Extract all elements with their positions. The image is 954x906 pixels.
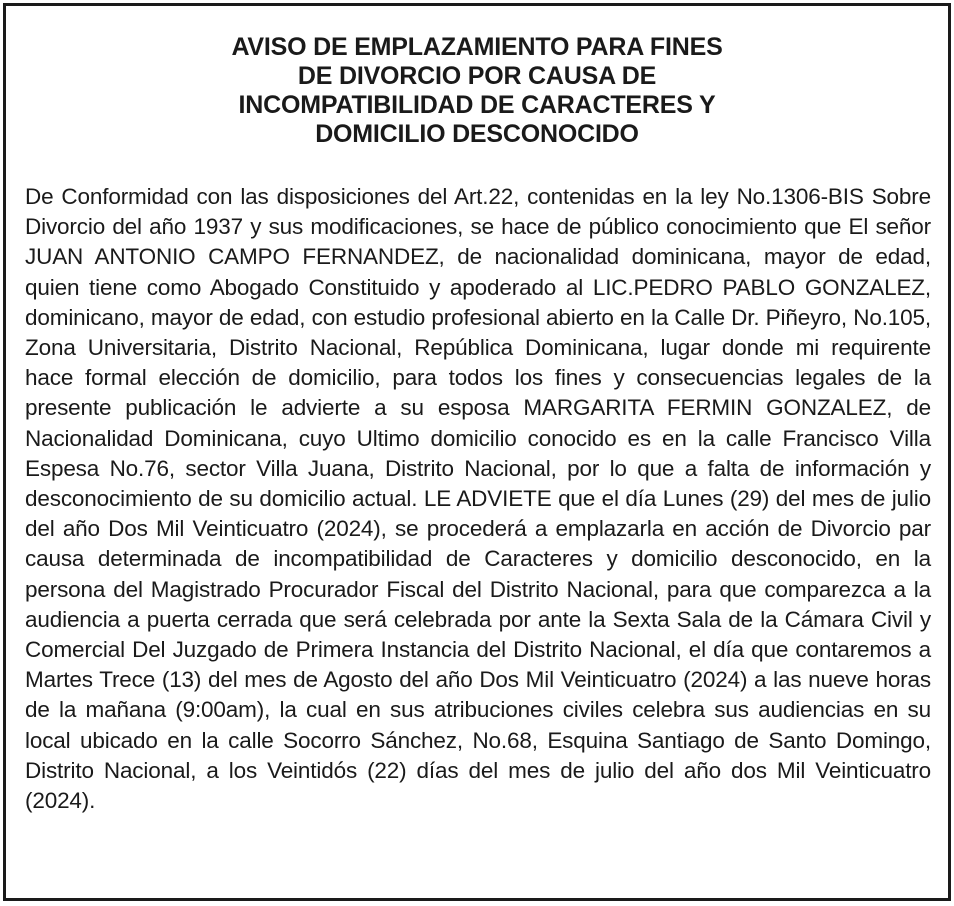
notice-body: De Conformidad con las disposiciones del Art.22, contenidas en la ley No.1306-BIS Sobre Divorcio del año 1937 y sus modificaciones, se hace de público conocimiento que El señor JUAN ANTONIO CAMPO FERNANDEZ, de nacionalidad dominicana, mayor de edad, quien tiene como Abogado Constituido y apoderado al LIC.PEDRO PABLO GONZALEZ, dominicano, mayor de edad, con estudio profesional abierto en la Calle Dr. Piñeyro, No.105, Zona Universitaria, Distrito Nacional, República Dominicana, lugar donde mi requirente hace formal elección de domicilio, para todos los fines y consecuencias legales de la presente publicación le advierte a su esposa MARGARITA FERMIN GONZALEZ, de Nacionalidad Dominicana, cuyo Ultimo domicilio conocido es en la calle Francisco Villa Espesa No.76, sector Villa Juana, Distrito Nacional, por lo que a falta de información y desconocimiento de su domicilio actual. LE ADVIETE que el día Lunes (29) del mes de julio del año Dos Mil Veinticuatro (2024), se procederá a emplazarla en acción de Divorcio par causa determinada de incompatibilidad de Caracteres y domicilio desconocido, en la persona del Magistrado Procurador Fiscal del Distrito Nacional, para que comparezca a la audiencia a puerta cerrada que será celebrada por ante la Sexta Sala de la Cámara Civil y Comercial Del Juzgado de Primera Instancia del Distrito Nacional, el día que contaremos a Martes Trece (13) del mes de Agosto del año Dos Mil Veinticuatro (2024) a las nueve horas de la mañana (9:00am), la cual en sus atribuciones civiles celebra sus audiencias en su local ubicado en la calle Socorro Sánchez, No.68, Esquina Santiago de Santo Domingo, Distrito Nacional, a los Veintidós (22) días del mes de julio del año dos Mil Veinticuatro (2024). bbox=[25, 184, 931, 814]
notice-title-line-4: DOMICILIO DESCONOCIDO bbox=[315, 120, 639, 148]
notice-title bbox=[6, 33, 948, 149]
notice-title-line-3: INCOMPATIBILIDAD DE CARACTERES Y bbox=[238, 91, 716, 119]
notice-title-line-1: AVISO DE EMPLAZAMIENTO PARA FINES bbox=[231, 33, 723, 61]
notice-frame bbox=[3, 3, 951, 901]
notice-title-line-2: DE DIVORCIO POR CAUSA DE bbox=[297, 62, 657, 90]
